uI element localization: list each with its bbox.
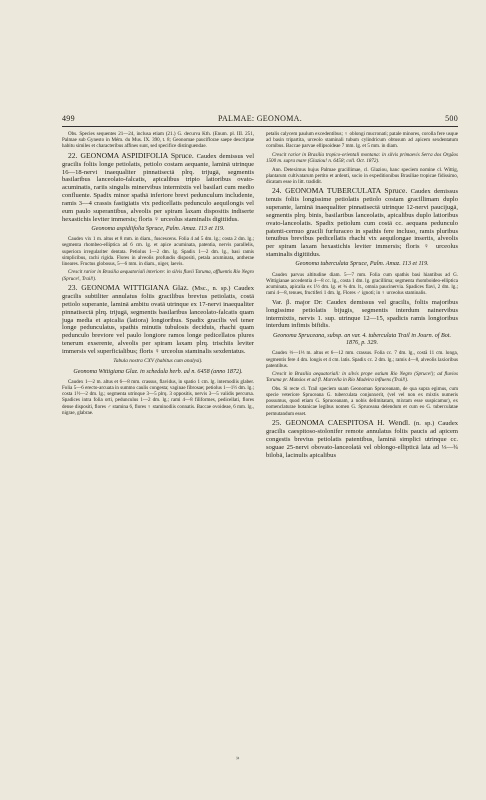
species-25-subtitle: (n. sp.) <box>413 420 435 428</box>
header-rule <box>62 126 458 127</box>
species-23-habitat: Crescit rarior in Brasilia tropico-orientali montana: in silvis primaevis Serra dos Orgãos 1500 m. supra mare (Glaziou! n. 6458; coll. Oct. 1872). <box>266 151 458 165</box>
species-24-text: Caudex demissus tenuis foliis longissime petiolatis petiolo costam gracillimam duplo superante, laminā inaequaliter pinnatisectā utrinque 12-nervi paucijugā, segmentis plrq. binis, basilaribus lanceolatis, apicalibus duplo latioribus ovato-lanceolatis. Spadix petiolum cum costā cc. aequans pedunculo patenti-cernuo gracili furfuraceo in spathis fere incluso, ramis pluribus tenuibus brevibus pedicellatis rhachi vix aequilongae insertis, alveolis per spiram laxam hexastichis leviter immersis; floris ♀ urceolus staminalis digitiidus. <box>266 188 458 259</box>
species-23-citation: Geonoma Wittigiana Glaz. in schedula herb. ad n. 6458 (anno 1872). <box>73 368 243 375</box>
continued-description: petalis calycem paulum excedentibus; ♀ oblongi mucronati; patale minores, corolla fere usque ad basin tripartita, urceolo staminali tubum cylindricum obtusum ad apicem sexdentatum cornibus. Baccae parvae ellipsoideae 7 mm. lg. et 5 mm. in diam. <box>266 131 458 150</box>
page-number-right: 500 <box>445 114 458 123</box>
species-23-note: Ann. Deteximus hujus Palmae gracillimae, cl. Glaziou, hanc speciem nomine cl. Wittig, plantarum cultivatarum pertito et ardenti, socio in expeditionibus Brasiliae tropicae fidissimo, dicatam esse in litt. tradidit. <box>266 166 458 185</box>
variety-beta-description: Caudex ⅓—1⅓ m. altus et 6—12 mm. crassus. Folia cc. 7 dm. lg., costā 11 cm. longa, segmentis fere 4 dm. longis et 4 cm. latis. Spadix cc. 2 dm. lg.; ramis 4—8, alveolis laxioribus patentibus. <box>266 350 458 369</box>
right-column <box>266 131 458 462</box>
page-number-left: 499 <box>62 114 75 123</box>
species-23-subtitle: (Msc., n. sp.) <box>192 285 231 293</box>
species-25-title: 25. GEONOMA CAESPITOSA H. Wendl. <box>272 418 411 428</box>
species-23-text: Caudex gracilis subtiliter annulatus foliis gracilibus brevius petiolatis, costā petiolo superante, laminā ambitu ovatā utrinque ex 17-nervi inaequaliter pinnatisectā plrq. trijugā, segmentis basilaribus lanceolato-falcatis quam juga media et apicalia (latiora) longioribus. Spadix gracilis vel tener longe pedunculatus, spathis minutis tubulosis deciduis, rhachi quam pedunculo breviore vel paulo longiore ramos longe pedicellatos plures tenerum exserente, alveolis per spiram laxam plrq. trischiis leviter immersis vel superficialibus; floris ♀ urceolus staminalis sexdentatus. <box>62 285 254 355</box>
printer-mark: » <box>236 754 240 762</box>
variety-beta-habitat: Crescit in Brasilia aequatoriali: in silvis prope ostium Rio Negro (Spruce!); ad fluvios Taruma pr. Manáos et ad fl. Marcella in Rio Madeira influens (Trail!). <box>266 371 458 384</box>
page-header <box>62 114 458 126</box>
variety-beta-diagnosis: Var. β. major Dr: Caudex demissus vel gracilis, foliis majoribus longissime petiolatis bijugis, segmentis interdum nainervibus intermixtis, nervis 1. sup. utrinque 12—15, spadicis ramis longioribus interdum infimis bifidis. <box>266 298 458 330</box>
variety-beta-note: Obs. Si recte cl. Trail speciem suam Geonoman Spruceanam, de qua supra egimus, cum specie veteriore Spruceana G. tuberculata conjunxerit, (vel vel non ex mixtis numeris possumus, quod etiam G. Spruceanam, a nobis delimitatam, mixtam esse suspicamur), ex nomenclaturae botanicae legibus nomen G. Spruceana delendum et cum eo G. tuberculatae permutandum esset. <box>266 385 458 417</box>
species-23-plate: Tabula nostra CXV (habitus cum analysi). <box>113 358 203 365</box>
species-24-title: 24. GEONOMA TUBERCULATA Spruce. <box>272 186 408 196</box>
species-22-description: Caudex vix 1 m. altus et 8 mm. in diam., fuscescens. Folia 4 ad 5 dm. lg.; costa 2 dm. lg.; segmenta rhombeo-elliptica ad 6 cm. lg. et apice acuminata, patentia, nervis parallelis, superiora irregulariter dentata. Petiolus 1—2 dm. lg. Spadix 1—2 dm. lg., basi ramis simplicibus, rachi rigida. Flores in alveolis profundis dispositi, petala acuminata, antherae lineares. Fructus globosus, 5—6 mm. in diam., niger, laevis. <box>62 236 254 267</box>
species-23-diagnosis <box>62 284 254 356</box>
species-25-text: Caudex gracilis caespitoso-stolonifer remote annulatus foliis paucis ad apicem congestis brevius petiolatis patentibus, laminā simplici utrinque cc. soguae 25-nervi obovato-lanceolatā vel oblongo-ellipticā lata ad ⅓—¾ bilobā, lacinulis apicalibus <box>266 420 458 459</box>
species-22-text: Caudex demissus vel gracilis foliis longe petiolatis, petiolo costam aequante, laminā utrinque 16—18-nervi inaequaliter pinnatisectā plrq. trijugā, segmentis basilaribus lanceolato-falcatis, apicalibus tripio latioribus ovato-acuminatis, rariis singulis minervibus intermixtis vel basilari cum medio confluente. Spadix minor spathā inferiore brevi pedunculum includente, ramis 3—4 crassis fastigiatis vix pedicellatis pedunculo aequilongis vel eum paulo superantibus, alveolis per spiram laxam dispositis indiserte hexastichis leviter immersis; floris ♀ urceolus staminalis digitiidus. <box>62 152 255 223</box>
left-column <box>62 131 254 418</box>
species-22-diagnosis <box>62 152 254 224</box>
species-25-diagnosis <box>266 419 458 459</box>
species-24-citation: Geonoma tuberculata Spruce, Palm. Amaz. 113 et 119. <box>295 261 429 268</box>
species-22-title: 22. GEONOMA ASPIDIFOLIA Spruce. <box>68 150 194 160</box>
species-22-citation: Geonoma aspidiifolia Spruce, Palm. Amaz. 113 et 119. <box>91 225 225 232</box>
obs-paragraph: Obs. Species sequentes 21—24, inclusa etiam (21.) G. decurva Kth. (Enum. pl. III. 251, Palmae sub Gynesto in Mém. du Mus. IX. 390, t. 8; Geonomae pauciflorae saepe descriptae habitu similes et characteribus affines sunt, sed specifice distinguendae. <box>62 131 254 150</box>
species-22-habitat: Crescit rarior in Brasilia aequatoriali interiore: in silvis fluvii Taruma, affluentis Rio Negro (Spruce!, Trail!). <box>62 269 254 282</box>
variety-beta-citation: Geonoma Spruceana, subsp. an var. 4. tuberculata Trail in Journ. of Bot. 1876, p. 329. <box>272 332 451 346</box>
running-title: PALMAE: GEONOMA. <box>217 114 303 123</box>
species-24-diagnosis <box>266 187 458 259</box>
species-23-title: 23. GEONOMA WITTIGIANA Glaz. <box>68 283 189 293</box>
species-24-description: Caudex parvus altitudine diam. 5—7 mm. Folia cum spathis basi hiantibus ad G. Wittigianae accedentia 4—8 cc. lg., costa 1 dm. lg. gracillima; segmenta rhomboideo-elliptica acuminata, apicalia ex 1½ dm. lg. et ¾ dm. lt., omnia paucinervia. Spadices flavi, 2 dm. lg.; rami 4—8, tenues, fructiferi 1 dm. lg. Flores ♂ ignoti; in ♀ urceolus staminalis. <box>266 271 458 297</box>
species-23-description: Caudex 1—2 m. altus et 6—8 mm. crassus, flavidus, in spatio 1 cm. lg. internodiis glaber. Folia 5—6 erecto-arcuata in summo caulis congesta; vaginae fibrosae; petiolus 1—1½ dm. lg.; costa 1½—2 dm. lg.; segmenta utrinque 3—5 plrq. 3 oppositis, nervis 3—5 validis percursa. Spadices intra folia orti, pedunculus 1—2 dm. lg.; rami 4—8 filiformes, pedicellati, flores dense dispositi, flores ♂ stamina 6, flores ♀ staminodiis connatis. Baccae ovoideae, 6 mm. lg., nigrae, glabrae. <box>62 378 254 416</box>
